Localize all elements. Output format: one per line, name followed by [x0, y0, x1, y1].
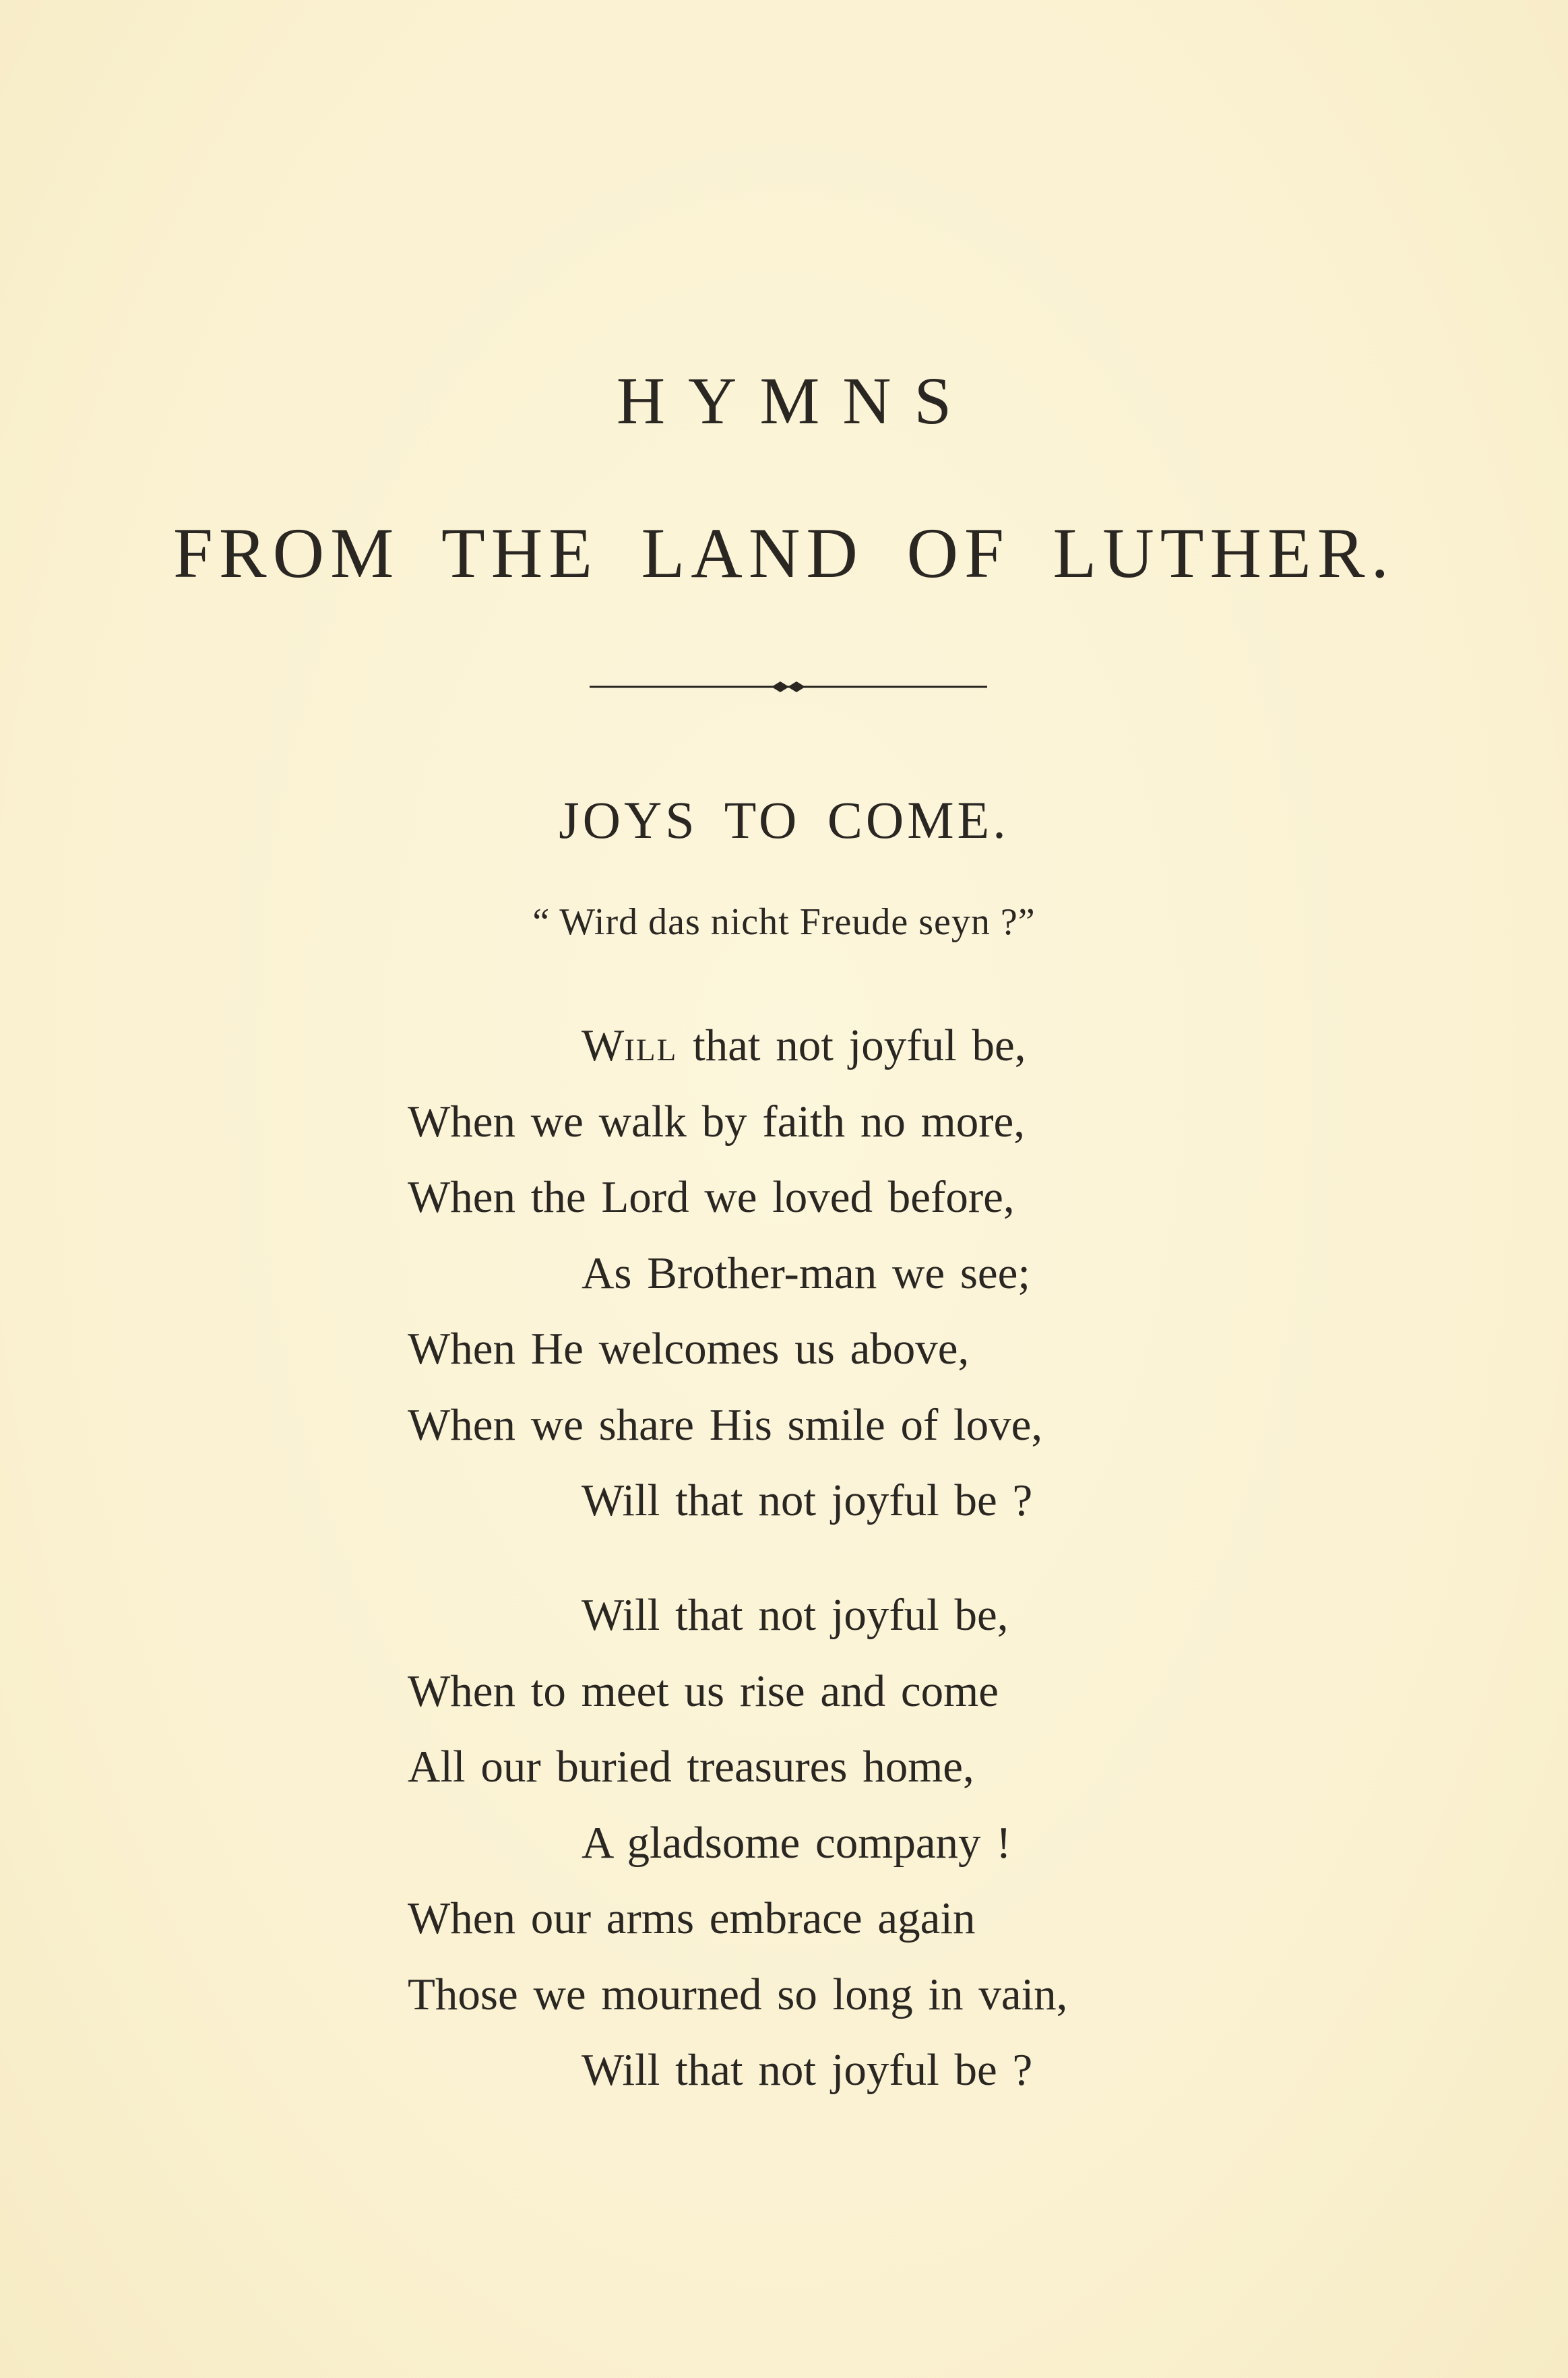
book-title-line-2: FROM THE LAND OF LUTHER. [173, 514, 1395, 592]
small-caps-word: ill [624, 1020, 678, 1070]
verse-line: When He welcomes us above, [408, 1324, 970, 1374]
verse-line: All our buried treasures home, [408, 1742, 974, 1792]
verse-line-text: that not joyful be, [677, 1020, 1026, 1070]
verse-line: When the Lord we loved before, [408, 1172, 1015, 1222]
verse-line: As Brother-man we see; [582, 1248, 1030, 1298]
verse-line: Will that not joyful be ? [582, 1475, 1033, 1525]
verse-line [408, 1008, 1418, 1084]
hymn-title: JOYS TO COME. [559, 791, 1009, 849]
verse-line: Those we mourned so long in vain, [408, 1969, 1068, 2019]
verse-line: When we share His smile of love, [408, 1399, 1043, 1450]
verse-line: When our arms embrace again [408, 1893, 976, 1943]
verse-line: Will that not joyful be ? [582, 2045, 1033, 2095]
verse-line: Will that not joyful be, [582, 1590, 1009, 1640]
hymn-epigraph: “ Wird das nicht Freude seyn ?” [532, 901, 1036, 943]
verse-line: When we walk by faith no more, [408, 1096, 1026, 1147]
book-title-line-1: HYMNS [616, 363, 975, 438]
stanza-2 [408, 1577, 1418, 2108]
drop-cap: W [582, 1020, 625, 1070]
stanza-1 [408, 1008, 1418, 1539]
verse-line: When to meet us rise and come [408, 1666, 999, 1716]
verse-line: A gladsome company ! [582, 1817, 1011, 1868]
ornament-rule [590, 677, 987, 697]
